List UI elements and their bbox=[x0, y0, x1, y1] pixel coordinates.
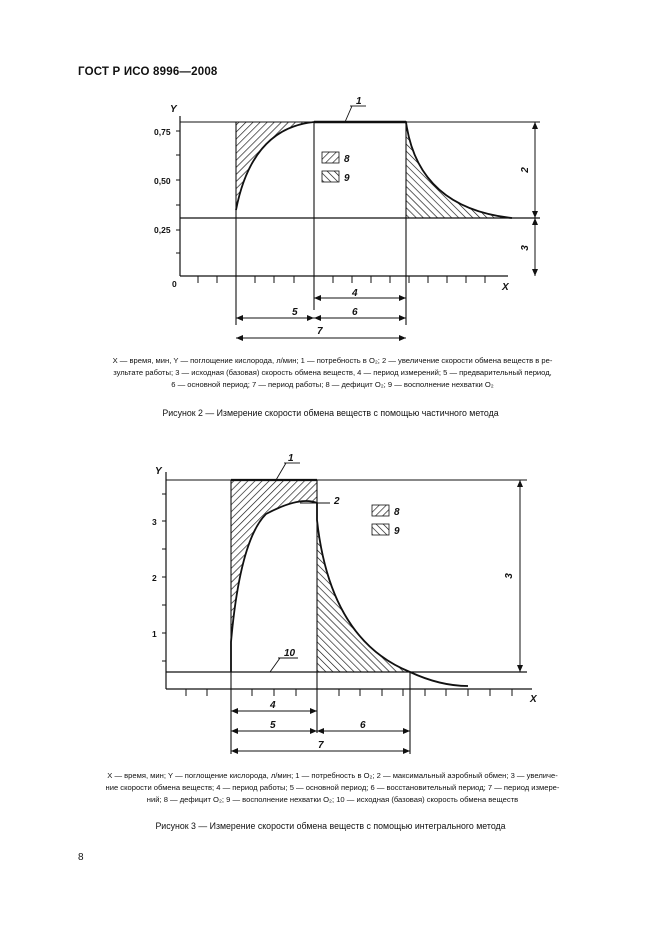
fig2-ytick: 0,50 bbox=[154, 176, 171, 186]
fig2-ytick: 0,75 bbox=[154, 127, 171, 137]
fig3-legend-9: 9 bbox=[394, 526, 400, 537]
caption-line: X — время, мин; Y — поглощение кислорода, л/мин; 1 — потребность в O₂; 2 — максимальный аэробный обмен; 3 — увеличе- bbox=[107, 771, 558, 780]
fig2-legend-8: 8 bbox=[344, 154, 350, 165]
fig2-x-axis-label: X bbox=[502, 282, 509, 293]
figure-3-caption bbox=[80, 770, 585, 806]
caption-line: зультате работы; 3 — исходная (базовая) скорость обмена веществ, 4 — период измерений; 5 — предварительный период, bbox=[113, 368, 552, 377]
fig3-x-axis-label: X bbox=[530, 694, 537, 705]
fig3-y-axis-label: Y bbox=[155, 466, 162, 477]
fig2-dim-5: 5 bbox=[292, 307, 298, 318]
fig3-dim-4: 4 bbox=[270, 700, 276, 711]
fig2-ytick: 0,25 bbox=[154, 225, 171, 235]
fig3-dim-7: 7 bbox=[318, 740, 324, 751]
fig3-dim-6: 6 bbox=[360, 720, 366, 731]
fig3-callout-1: 1 bbox=[288, 453, 294, 464]
fig3-legend-swatch-9 bbox=[372, 524, 389, 535]
fig2-callout-1: 1 bbox=[356, 96, 362, 107]
fig3-ytick: 2 bbox=[152, 573, 157, 583]
fig2-origin-label: 0 bbox=[172, 279, 177, 289]
fig2-legend-9: 9 bbox=[344, 173, 350, 184]
caption-line: ний; 8 — дефицит O₂; 9 — восполнение нехватки O₂; 10 — исходная (базовая) скорость обмена веществ bbox=[146, 795, 519, 804]
figure-3-title: Рисунок 3 — Измерение скорости обмена веществ с помощью интегрального метода bbox=[155, 821, 506, 831]
fig3-legend-swatch-8 bbox=[372, 505, 389, 516]
fig3-legend-8: 8 bbox=[394, 507, 400, 518]
fig3-recovery-area bbox=[317, 520, 410, 672]
caption-line: X — время, мин, Y — поглощение кислорода, л/мин; 1 — потребность в O₂; 2 — увеличение скорости обмена веществ в ре- bbox=[112, 356, 553, 365]
caption-line: ние скорости обмена веществ; 4 — период работы; 5 — основной период; 6 — восстановительный период; 7 — период измере- bbox=[105, 783, 560, 792]
fig2-dim-7: 7 bbox=[317, 326, 323, 337]
fig3-dim-5: 5 bbox=[270, 720, 276, 731]
page-number: 8 bbox=[78, 852, 84, 863]
fig3-ytick: 1 bbox=[152, 629, 157, 639]
fig3-ytick: 3 bbox=[152, 517, 157, 527]
fig3-callout-10: 10 bbox=[284, 648, 296, 659]
fig2-dim-4: 4 bbox=[352, 288, 358, 299]
figure-2-title: Рисунок 2 — Измерение скорости обмена веществ с помощью частичного метода bbox=[162, 408, 499, 418]
caption-line: 6 — основной период; 7 — период работы; 8 — дефицит O₂; 9 — восполнение нехватки O₂ bbox=[171, 380, 494, 389]
fig2-dim-6: 6 bbox=[352, 307, 358, 318]
fig2-dim-2: 2 bbox=[520, 167, 531, 173]
fig2-dim-3: 3 bbox=[520, 245, 531, 251]
fig3-dim-3: 3 bbox=[504, 573, 515, 579]
document-header: ГОСТ Р ИСО 8996—2008 bbox=[78, 66, 218, 78]
fig3-callout-2: 2 bbox=[334, 496, 340, 507]
fig2-y-axis-label: Y bbox=[170, 104, 177, 115]
